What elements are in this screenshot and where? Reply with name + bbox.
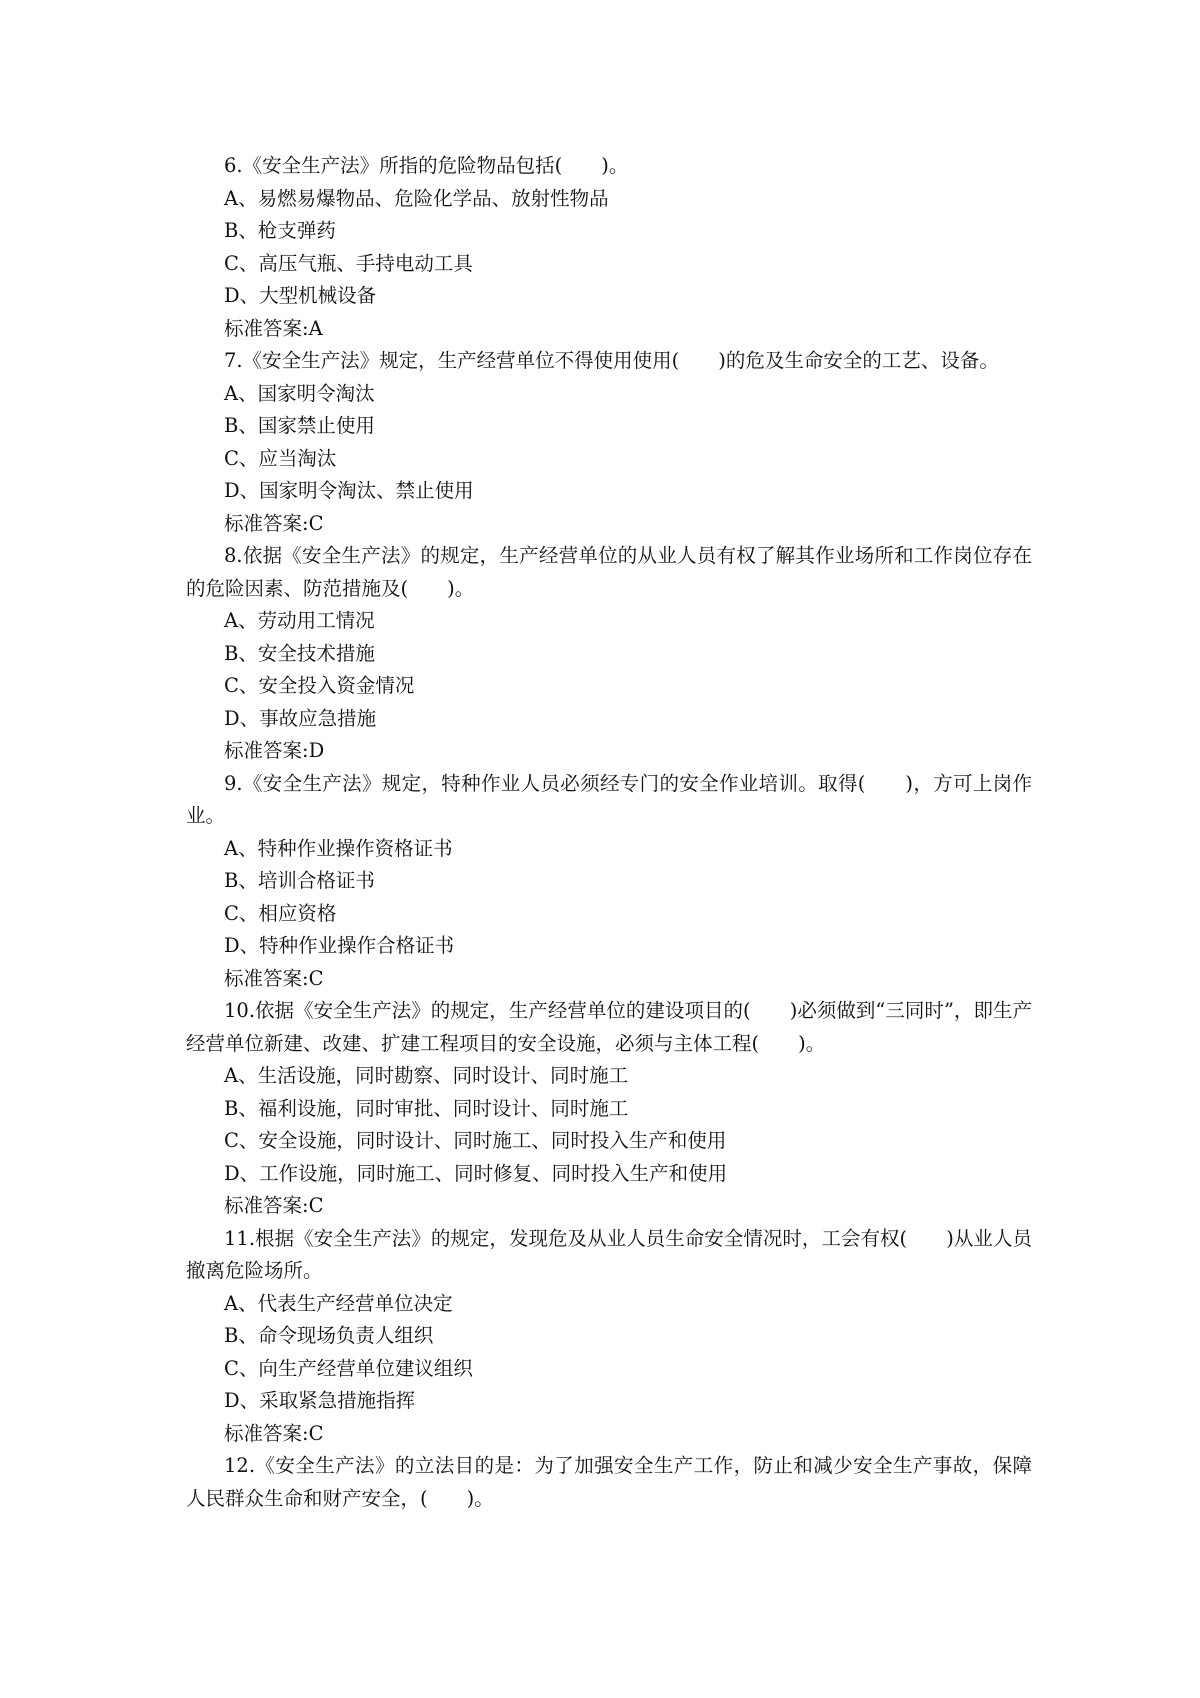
- question-list: [186, 150, 1032, 1515]
- option-d: D、事故应急措施: [224, 706, 377, 730]
- option-b: B、福利设施，同时审批、同时设计、同时施工: [224, 1096, 629, 1120]
- option-b: B、枪支弹药: [224, 219, 336, 242]
- question-block: [186, 995, 1032, 1223]
- question-block: [186, 768, 1032, 996]
- option-c: C、高压气瓶、手持电动工具: [224, 251, 473, 275]
- standard-answer: 标准答案:C: [224, 1194, 324, 1217]
- question-block: [186, 150, 1032, 345]
- option-a: A、生活设施，同时勘察、同时设计、同时施工: [224, 1064, 629, 1087]
- option-a: A、代表生产经营单位决定: [224, 1291, 453, 1315]
- question-block: [186, 1450, 1032, 1515]
- option-b: B、命令现场负责人组织: [224, 1324, 434, 1347]
- option-d: D、国家明令淘汰、禁止使用: [224, 479, 474, 502]
- question-stem: 6.《安全生产法》所指的危险物品包括( )。: [224, 154, 629, 177]
- question-block: [186, 1223, 1032, 1451]
- option-a: A、劳动用工情况: [224, 609, 375, 632]
- option-c: C、相应资格: [224, 901, 337, 925]
- question-stem: 12.《安全生产法》的立法目的是：为了加强安全生产工作，防止和减少安全生产事故，保障人民群众生命和财产安全，( )。: [186, 1454, 1032, 1510]
- option-c: C、安全设施，同时设计、同时施工、同时投入生产和使用: [224, 1129, 727, 1152]
- question-block: [186, 540, 1032, 768]
- question-stem: 10.依据《安全生产法》的规定，生产经营单位的建设项目的( )必须做到“三同时”，即生产经营单位新建、改建、扩建工程项目的安全设施，必须与主体工程( )。: [186, 999, 1032, 1055]
- option-d: D、采取紧急措施指挥: [224, 1389, 416, 1412]
- option-d: D、大型机械设备: [224, 284, 377, 307]
- option-c: C、安全投入资金情况: [224, 674, 415, 697]
- question-block: [186, 345, 1032, 540]
- option-d: D、工作设施，同时施工、同时修复、同时投入生产和使用: [224, 1161, 728, 1185]
- option-a: A、易燃易爆物品、危险化学品、放射性物品: [224, 186, 609, 210]
- question-stem: 8.依据《安全生产法》的规定，生产经营单位的从业人员有权了解其作业场所和工作岗位存在的危险因素、防范措施及( )。: [186, 544, 1032, 600]
- option-a: A、特种作业操作资格证书: [224, 836, 453, 860]
- question-stem: 7.《安全生产法》规定，生产经营单位不得使用使用( )的危及生命安全的工艺、设备。: [224, 349, 999, 372]
- standard-answer: 标准答案:C: [224, 1421, 324, 1445]
- standard-answer: 标准答案:A: [224, 316, 323, 340]
- option-a: A、国家明令淘汰: [224, 381, 375, 405]
- option-b: B、培训合格证书: [224, 869, 375, 892]
- standard-answer: 标准答案:D: [224, 739, 325, 762]
- option-c: C、应当淘汰: [224, 446, 337, 470]
- question-stem: 9.《安全生产法》规定，特种作业人员必须经专门的安全作业培训。取得( )，方可上岗作业。: [186, 771, 1032, 827]
- option-c: C、向生产经营单位建议组织: [224, 1356, 473, 1380]
- option-d: D、特种作业操作合格证书: [224, 934, 455, 957]
- standard-answer: 标准答案:C: [224, 966, 324, 990]
- question-stem: 11.根据《安全生产法》的规定，发现危及从业人员生命安全情况时，工会有权( )从业人员撤离危险场所。: [186, 1226, 1032, 1282]
- option-b: B、安全技术措施: [224, 641, 375, 665]
- option-b: B、国家禁止使用: [224, 414, 375, 437]
- standard-answer: 标准答案:C: [224, 511, 324, 535]
